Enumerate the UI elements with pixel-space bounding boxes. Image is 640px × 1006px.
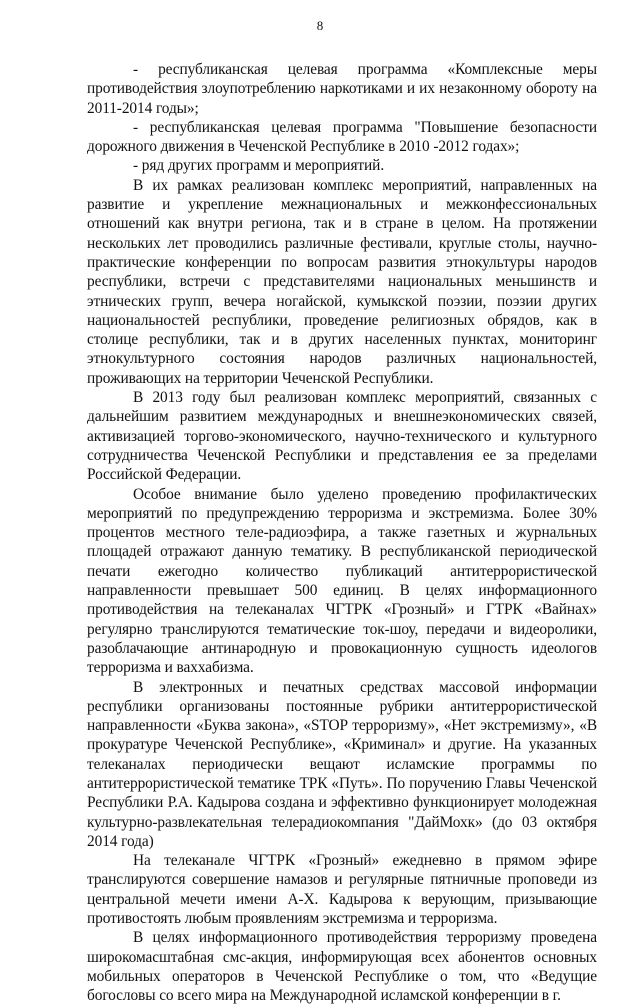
paragraph-other-programs: - ряд других программ и мероприятий. xyxy=(133,157,385,175)
page-number: 8 xyxy=(316,18,324,33)
paragraph-sms-campaign: В целях информационного противодействия терроризму проведена широкомасштабная смс-акция, информирующая всех абонентов основных мобильных операторов в Чеченской Республике о том, что «Ведущие богословы со всего мира на Международной исламской конференции в г. xyxy=(87,929,597,1005)
paragraph-terrorism-prevention: Особое внимание было уделено проведению профилактических мероприятий по предупреждению терроризма и экстремизма. Более 30% процентов местного теле-радиоэфира, а также газетных и журнальных площадей отражают данную тематику. В республиканской периодической печати ежегодно количество публикаций антитеррористической направленности превышает 500 единиц. В целях информационного противодействия на телеканалах ЧГТРК «Грозный» и ГТРК «Вайнах» регулярно транслируются тематические ток-шоу, передачи и видеоролики, разоблачающие антинародную и провокационную сущность идеологов терроризма и ваххабизма. xyxy=(87,485,597,677)
paragraph-international-relations: В 2013 году был реализован комплекс мероприятий, связанных с дальнейшим развитием международных и внешнеэкономических связей, активизацией торгово-экономического, научно-технического и культурного сотрудничества Чеченской Республики и представления ее за пределами Российской Федерации. xyxy=(87,389,597,484)
paragraph-media-rubrics: В электронных и печатных средствах массовой информации республики организованы постоянные рубрики антитеррористической направленности «Буква закона», «STOP терроризму», «Нет экстремизму», «В прокуратуре Чеченской Республике», «Криминал» и другие. На указанных телеканалах периодически вещают исламские программы по антитеррористической тематике ТРК «Путь». По поручению Главы Чеченской Республики Р.А. Кадырова создана и эффективно функционирует молодежная культурно-развлекательная телерадиокомпания "ДайМохк» (до 03 октября 2014 года) xyxy=(87,678,597,850)
paragraph-interethnic-measures: В их рамках реализован комплекс мероприятий, направленных на развитие и укрепление межнациональных и межконфессиональных отношений как внутри региона, так и в стране в целом. На протяжении нескольких лет проводились различные фестивали, круглые столы, научно-практические конференции по вопросам развития этнокультуры народов республики, встречи с представителями национальных меньшинств и этнических групп, вечера ногайской, кумыкской поэзии, поэзии других национальностей республики, проведение религиозных обрядов, как в столице республики, так и в других населенных пунктах, мониторинг этнокультурного состояния народов различных национальностей, проживающих на территории Чеченской Республики. xyxy=(87,176,597,387)
paragraph-program-road-safety: - республиканская целевая программа "Повышение безопасности дорожного движения в Чеченской Республике в 2010 -2012 годах»; xyxy=(87,118,597,156)
paragraph-program-drugs: - республиканская целевая программа «Комплексные меры противодействия злоупотреблению наркотиками и их незаконному обороту на 2011-2014 годы»; xyxy=(87,61,597,117)
document-body xyxy=(87,60,597,1006)
paragraph-tv-broadcasts: На телеканале ЧГТРК «Грозный» ежедневно в прямом эфире транслируются совершение намазов и регулярные пятничные проповеди из центральной мечети имени А-Х. Кадырова к верующим, призывающие противостоять любым проявлениям экстремизма и терроризма. xyxy=(87,852,597,928)
